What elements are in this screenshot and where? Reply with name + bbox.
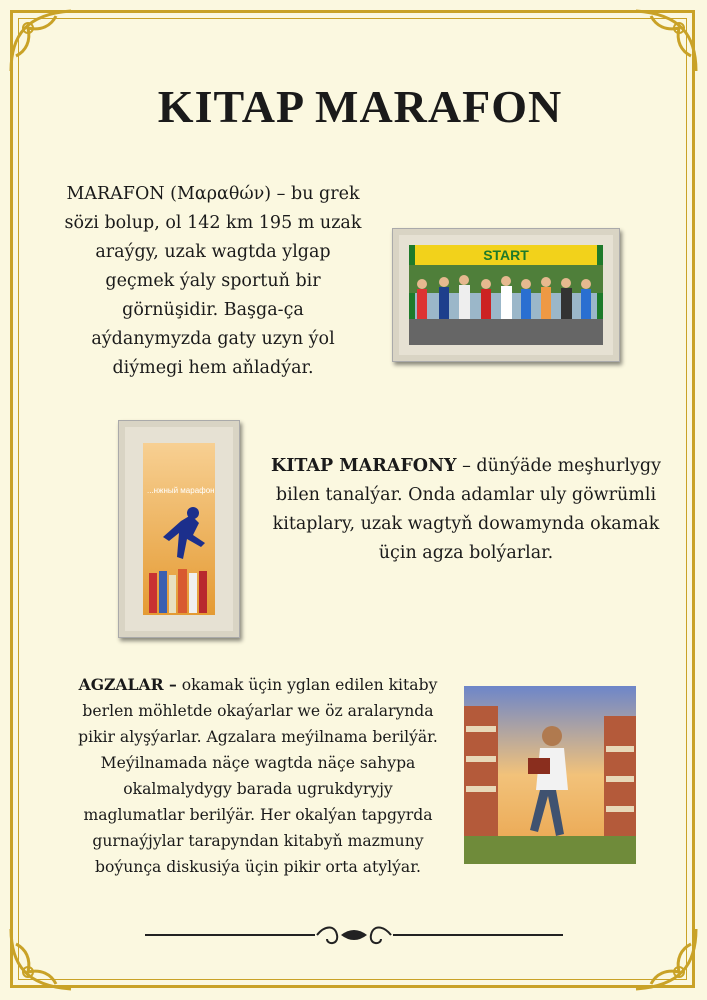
- kitap-marafony-paragraph: [270, 452, 662, 568]
- marafon-definition: MARAFON (Μαραθών) – bu grek sözi bolup, ol 142 km 195 m uzak araýgy, uzak wagtda ylgap geçmek ýaly sportuň bir görnüşidir. Başga-ça aýdanymyzda gaty uzyn ýol diýmegi hem aňladýar.: [64, 184, 362, 378]
- ornamental-divider: [145, 922, 563, 948]
- poster-caption: ...нжный марафон: [147, 486, 215, 495]
- book-marathon-poster-frame: [118, 420, 240, 638]
- marathon-photo-frame: [392, 228, 620, 362]
- agzalar-paragraph: [72, 672, 444, 880]
- kitap-marafony-heading: KITAP MARAFONY: [270, 456, 457, 476]
- corner-ornament-bottom-left: [6, 924, 76, 994]
- agzalar-heading: AGZALAR –: [78, 675, 177, 694]
- page-title: KITAP MARAFON: [157, 81, 563, 132]
- kitap-marafony-text: – dünýäde meşhurlygy bilen tanalýar. Onda adamlar uly göwrümli kitaplary, uzak wagtyň dowamynda okamak üçin agza bolýarlar.: [272, 456, 661, 563]
- corner-ornament-bottom-right: [631, 924, 701, 994]
- corner-ornament-top-left: [6, 6, 76, 76]
- book-marathon-poster-image: [119, 421, 239, 637]
- agzalar-text: okamak üçin yglan edilen kitaby berlen möhletde okaýarlar we öz aralarynda pikir alyşýarlar. Agzalara meýilnama berilýär. Meýilnamada näçe wagtda näçe sahypa okalmalydygy barada ugrukdyryjy maglumatlar berilýär. Her okalýan tapgyrda gurnaýjylar tarapyndan kitabyň mazmuny boýunça diskusiýa üçin pikir orta atylýar.: [78, 676, 438, 876]
- start-banner-text: START: [483, 247, 529, 263]
- reading-runner-image: [464, 686, 636, 864]
- corner-ornament-top-right: [631, 6, 701, 76]
- marathon-runners-image: [393, 229, 619, 361]
